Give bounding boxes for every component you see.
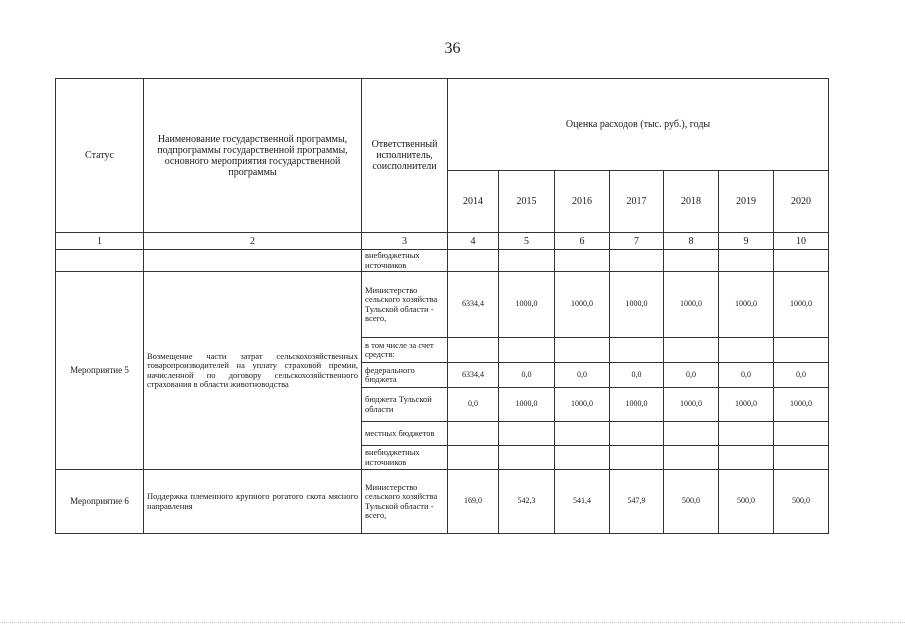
column-number: 10 <box>774 233 829 250</box>
column-number: 5 <box>499 233 555 250</box>
budget-table <box>55 78 829 534</box>
value-cell: 500,0 <box>774 470 829 534</box>
header-responsible: Ответственный исполнитель, соисполнители <box>362 79 448 233</box>
value-cell <box>610 338 664 363</box>
value-cell <box>774 250 829 272</box>
value-cell <box>719 250 774 272</box>
measure-6-status: Мероприятие 6 <box>56 470 144 534</box>
value-cell: 0,0 <box>719 363 774 388</box>
source-cell: местных бюджетов <box>362 422 448 446</box>
column-number-row <box>56 233 829 250</box>
value-cell: 1000,0 <box>610 388 664 422</box>
table-row <box>56 250 829 272</box>
value-cell: 0,0 <box>555 363 610 388</box>
column-number: 3 <box>362 233 448 250</box>
value-cell: 6334,4 <box>448 272 499 338</box>
header-status: Статус <box>56 79 144 233</box>
value-cell: 1000,0 <box>499 388 555 422</box>
column-number: 9 <box>719 233 774 250</box>
value-cell <box>610 250 664 272</box>
value-cell: 547,9 <box>610 470 664 534</box>
value-cell <box>555 446 610 470</box>
value-cell <box>448 422 499 446</box>
value-cell: 1000,0 <box>499 272 555 338</box>
value-cell <box>448 250 499 272</box>
value-cell: 542,3 <box>499 470 555 534</box>
value-cell <box>610 422 664 446</box>
value-cell: 0,0 <box>610 363 664 388</box>
value-cell <box>774 422 829 446</box>
year-cell: 2017 <box>610 171 664 233</box>
value-cell <box>448 338 499 363</box>
value-cell: 1000,0 <box>664 272 719 338</box>
value-cell <box>664 250 719 272</box>
header-name: Наименование государственной программы, подпрограммы государственной программы, основного мероприятия государственной программы <box>144 79 362 233</box>
source-cell: Министерство сельского хозяйства Тульской области - всего, <box>362 272 448 338</box>
value-cell: 500,0 <box>719 470 774 534</box>
measure-6-name: Поддержка племенного крупного рогатого скота мясного направления <box>144 470 362 534</box>
source-cell: в том числе за счет средств: <box>362 338 448 363</box>
value-cell: 0,0 <box>664 363 719 388</box>
value-cell <box>499 338 555 363</box>
value-cell: 1000,0 <box>555 388 610 422</box>
value-cell: 500,0 <box>664 470 719 534</box>
value-cell: 169,0 <box>448 470 499 534</box>
value-cell <box>664 446 719 470</box>
value-cell: 1000,0 <box>719 272 774 338</box>
scan-footer-line <box>0 622 905 624</box>
value-cell: 1000,0 <box>664 388 719 422</box>
header-cost-estimate: Оценка расходов (тыс. руб.), годы <box>448 79 829 171</box>
table-row <box>56 272 829 338</box>
value-cell <box>499 250 555 272</box>
column-number: 7 <box>610 233 664 250</box>
column-number: 8 <box>664 233 719 250</box>
year-cell: 2014 <box>448 171 499 233</box>
value-cell <box>610 446 664 470</box>
value-cell <box>719 422 774 446</box>
source-cell: внебюджетных источников <box>362 250 448 272</box>
value-cell <box>555 422 610 446</box>
value-cell <box>664 422 719 446</box>
source-cell: бюджета Тульской области <box>362 388 448 422</box>
value-cell: 0,0 <box>499 363 555 388</box>
value-cell: 1000,0 <box>555 272 610 338</box>
value-cell <box>448 446 499 470</box>
column-number: 2 <box>144 233 362 250</box>
table-row <box>56 470 829 534</box>
year-cell: 2018 <box>664 171 719 233</box>
year-cell: 2016 <box>555 171 610 233</box>
value-cell <box>555 338 610 363</box>
measure-5-name: Возмещение части затрат сельскохозяйственных товаропроизводителей на уплату страховой премии, начисленной по договору сельскохозяйственного страхования в области животноводства <box>144 272 362 470</box>
status-cell <box>56 250 144 272</box>
value-cell: 541,4 <box>555 470 610 534</box>
value-cell <box>664 338 719 363</box>
column-number: 4 <box>448 233 499 250</box>
value-cell <box>499 446 555 470</box>
year-cell: 2020 <box>774 171 829 233</box>
year-cell: 2019 <box>719 171 774 233</box>
source-cell: Министерство сельского хозяйства Тульской области - всего, <box>362 470 448 534</box>
column-number: 6 <box>555 233 610 250</box>
value-cell: 1000,0 <box>610 272 664 338</box>
value-cell <box>499 422 555 446</box>
column-number: 1 <box>56 233 144 250</box>
value-cell <box>719 338 774 363</box>
year-cell: 2015 <box>499 171 555 233</box>
value-cell <box>719 446 774 470</box>
name-cell <box>144 250 362 272</box>
value-cell: 0,0 <box>448 388 499 422</box>
value-cell: 1000,0 <box>774 388 829 422</box>
value-cell: 6334,4 <box>448 363 499 388</box>
value-cell: 1000,0 <box>719 388 774 422</box>
value-cell: 0,0 <box>774 363 829 388</box>
value-cell <box>774 338 829 363</box>
source-cell: внебюджетных источников <box>362 446 448 470</box>
source-cell: федерального бюджета <box>362 363 448 388</box>
value-cell <box>555 250 610 272</box>
measure-5-status: Мероприятие 5 <box>56 272 144 470</box>
page-number: 36 <box>444 40 461 57</box>
value-cell <box>774 446 829 470</box>
value-cell: 1000,0 <box>774 272 829 338</box>
